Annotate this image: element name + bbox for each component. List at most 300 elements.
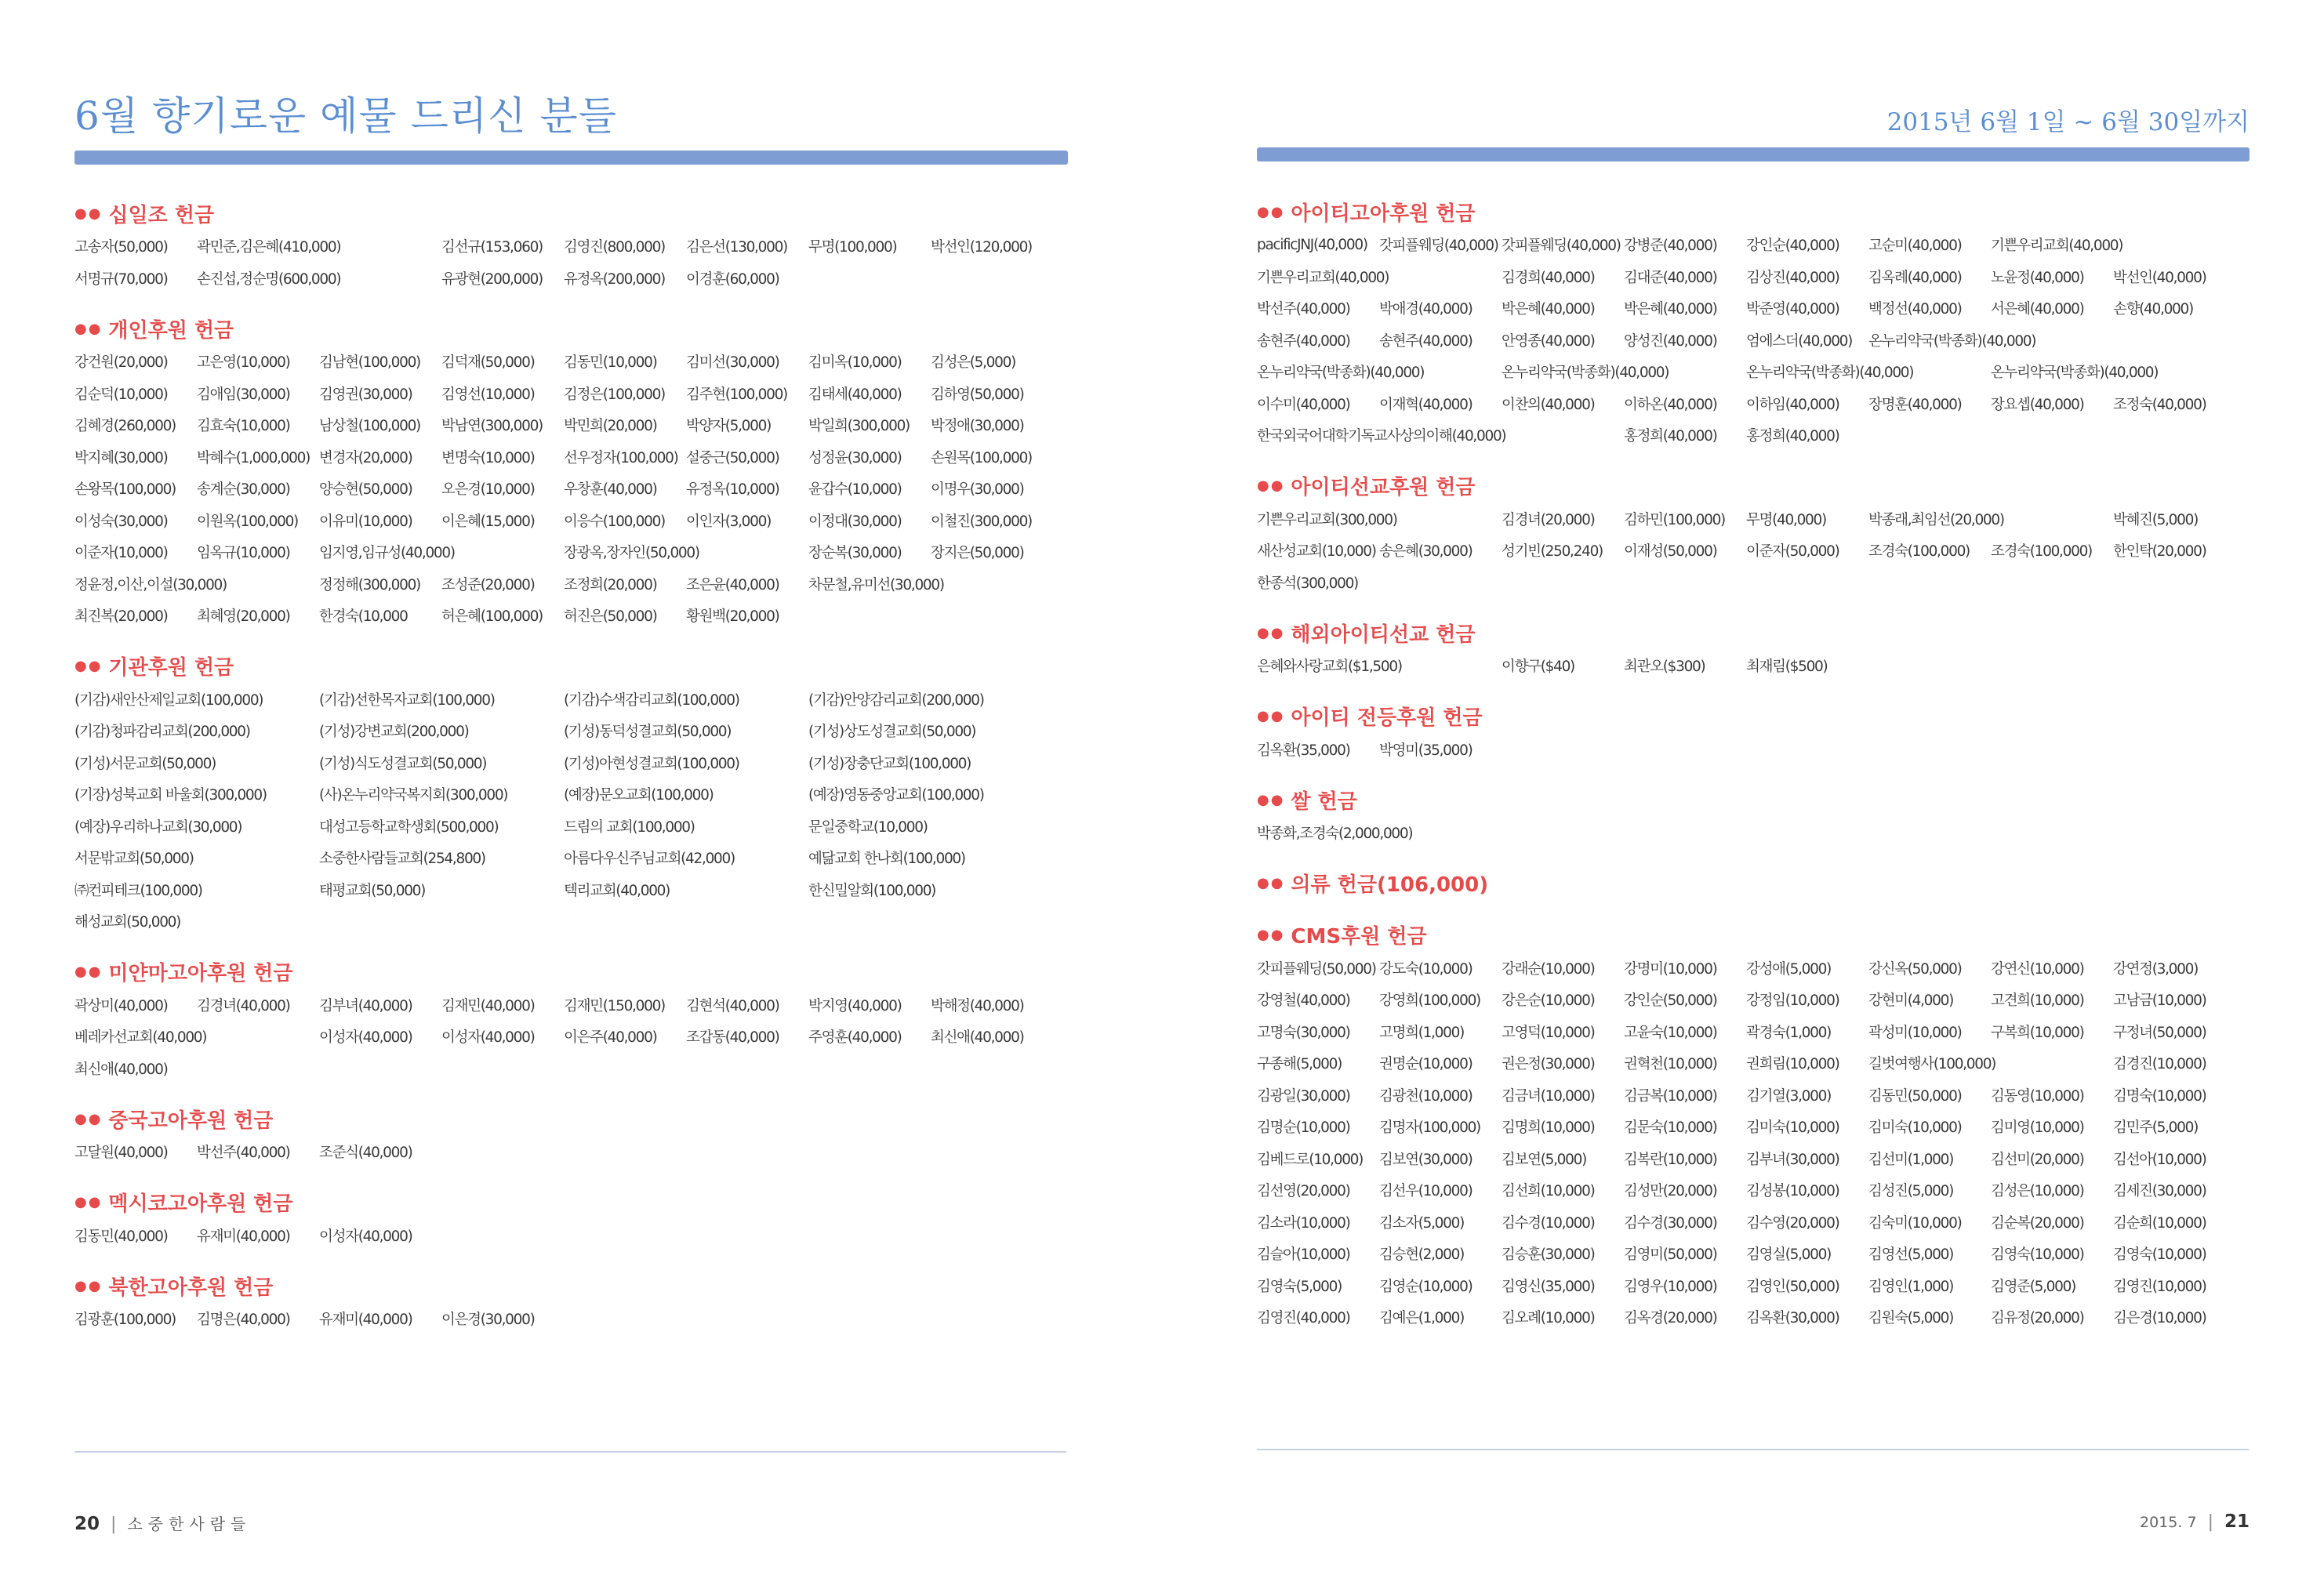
donor-entry: 소중한사람들교회(254,800) xyxy=(319,851,485,868)
donor-entry: 김영진(800,000) xyxy=(564,239,665,256)
donor-entry: 아름다우신주님교회(42,000) xyxy=(564,851,735,868)
donor-section xyxy=(1257,918,2253,1334)
donor-entry: 고은영(10,000) xyxy=(197,354,290,372)
donor-entry: (기성)강변교회(200,000) xyxy=(319,724,469,741)
donor-entry: 김옥환(30,000) xyxy=(1746,1310,1839,1327)
donor-row xyxy=(74,409,1070,441)
donor-entry: (기감)청파감리교회(200,000) xyxy=(74,724,250,741)
donor-row xyxy=(1257,325,2253,357)
section-title-label: 중국고아후원 헌금 xyxy=(108,1109,274,1133)
donor-entry: 권명순(10,000) xyxy=(1379,1056,1472,1073)
donor-entry: 김영숙(10,000) xyxy=(2113,1246,2206,1264)
donor-entry: 기쁜우리교회(40,000) xyxy=(1257,269,1389,286)
donor-entry: 고남금(10,000) xyxy=(2113,992,2206,1010)
donor-entry: 조성준(20,000) xyxy=(441,576,535,593)
donor-entry: 김태세(40,000) xyxy=(808,386,902,403)
donor-entry: 이은경(30,000) xyxy=(441,1312,535,1329)
donor-entry: 이준자(10,000) xyxy=(74,545,168,562)
donor-entry: 드림의 교회(100,000) xyxy=(564,818,695,836)
donor-rows xyxy=(1257,953,2253,1334)
donor-entry: 고윤숙(10,000) xyxy=(1624,1024,1717,1041)
section-title xyxy=(74,1185,1070,1220)
donor-entry: 이응수(100,000) xyxy=(564,513,665,530)
donor-entry: 장광옥,장자인(50,000) xyxy=(564,545,699,562)
bullet-dots-icon: ●● xyxy=(1257,477,1285,494)
donor-entry: 김유정(20,000) xyxy=(1991,1310,2084,1327)
donor-entry: 김주현(100,000) xyxy=(686,386,787,403)
right-page xyxy=(1162,0,2324,1593)
donor-section xyxy=(1257,469,2253,599)
donor-entry: 최혜영(20,000) xyxy=(197,608,290,626)
donor-entry: 김선미(1,000) xyxy=(1868,1151,1954,1168)
donor-entry: 곽성미(10,000) xyxy=(1868,1024,1962,1041)
donor-entry: 김민주(5,000) xyxy=(2113,1119,2199,1137)
donor-entry: 박애경(40,000) xyxy=(1379,301,1472,318)
donor-entry: 임옥규(10,000) xyxy=(197,545,290,562)
donor-entry: 문일중학교(10,000) xyxy=(808,818,928,836)
section-title xyxy=(74,1101,1070,1136)
donor-rows xyxy=(1257,817,2253,849)
donor-entry: 주영훈(40,000) xyxy=(808,1029,902,1047)
donor-entry: 김남현(100,000) xyxy=(319,354,420,372)
donor-entry: 최진복(20,000) xyxy=(74,608,168,626)
donor-row xyxy=(1257,1016,2253,1048)
donor-entry: 김성은(10,000) xyxy=(1991,1183,2084,1200)
donor-entry: 김옥경(20,000) xyxy=(1624,1310,1717,1327)
donor-rows xyxy=(1257,734,2253,766)
donor-entry: 변경자(20,000) xyxy=(319,449,412,466)
donor-entry: 은혜와사랑교회($1,500) xyxy=(1257,659,1402,676)
donor-entry: 김영선(10,000) xyxy=(441,386,535,403)
donor-entry: 김오례(10,000) xyxy=(1502,1310,1595,1327)
donor-entry: pacificJNJ(40,000) xyxy=(1257,236,1367,253)
donor-entry: 김보연(30,000) xyxy=(1379,1151,1472,1168)
donor-row xyxy=(74,378,1070,410)
donor-entry: 박선인(120,000) xyxy=(931,239,1032,256)
donor-entry: 윤갑수(10,000) xyxy=(808,481,902,499)
publication-name: 소중한사람들 xyxy=(127,1515,252,1533)
donor-entry: 김하영(50,000) xyxy=(931,386,1024,403)
donor-entry: 설중근(50,000) xyxy=(686,449,779,466)
page-number: 20 xyxy=(74,1514,100,1534)
donor-entry: 서명규(70,000) xyxy=(74,270,168,288)
donor-entry: 고영덕(10,000) xyxy=(1502,1024,1595,1041)
donor-entry: 박민희(20,000) xyxy=(564,418,657,435)
donor-entry: 김영숙(5,000) xyxy=(1257,1278,1342,1295)
page-number: 21 xyxy=(2224,1511,2250,1532)
donor-row xyxy=(1257,1207,2253,1239)
donor-entry: 김선아(10,000) xyxy=(2113,1151,2206,1168)
donor-entry: 고송자(50,000) xyxy=(74,239,168,256)
donor-entry: 이유미(10,000) xyxy=(319,513,412,530)
donor-entry: 강연정(3,000) xyxy=(2113,960,2199,978)
section-title xyxy=(1257,918,2253,953)
donor-entry: (예장)영동중앙교회(100,000) xyxy=(808,787,984,804)
donor-entry: 허은혜(100,000) xyxy=(441,608,543,626)
donor-entry: 김성봉(10,000) xyxy=(1746,1183,1839,1200)
donor-entry: 양승현(50,000) xyxy=(319,481,412,499)
donor-entry: 강인순(40,000) xyxy=(1746,238,1839,255)
bullet-dots-icon: ●● xyxy=(74,963,103,980)
donor-row xyxy=(74,842,1070,874)
donor-entry: 이인자(3,000) xyxy=(686,513,772,530)
donor-entry: 구종해(5,000) xyxy=(1257,1056,1342,1073)
donor-entry: 김혜경(260,000) xyxy=(74,418,176,435)
page-title: 6월 향기로운 예물 드리신 분들 xyxy=(74,93,617,139)
donor-entry: 김경녀(40,000) xyxy=(197,997,290,1014)
donor-entry: 구정녀(50,000) xyxy=(2113,1024,2206,1041)
donor-section xyxy=(1257,699,2253,766)
donor-entry: 길벗여행사(100,000) xyxy=(1868,1056,1996,1073)
donor-entry: 김광일(30,000) xyxy=(1257,1087,1350,1105)
right-folio xyxy=(2140,1511,2250,1532)
donor-row xyxy=(74,874,1070,906)
donor-entry: 김승현(2,000) xyxy=(1379,1246,1465,1264)
donor-section xyxy=(1257,866,2253,901)
donor-entry: (예장)우리하나교회(30,000) xyxy=(74,818,242,836)
donor-entry: 강현미(4,000) xyxy=(1868,992,1954,1010)
donor-entry: 유광현(200,000) xyxy=(441,270,543,288)
donor-entry: 김광천(10,000) xyxy=(1379,1087,1472,1105)
donor-entry: 김명숙(10,000) xyxy=(2113,1087,2206,1105)
donor-entry: 허진은(50,000) xyxy=(564,608,657,626)
donor-entry: 강건원(20,000) xyxy=(74,354,168,372)
donor-entry: 김미숙(10,000) xyxy=(1868,1119,1962,1137)
donor-row xyxy=(74,811,1070,843)
section-title xyxy=(1257,615,2253,650)
section-title xyxy=(1257,866,2253,901)
section-title xyxy=(1257,699,2253,734)
donor-entry: 남상철(100,000) xyxy=(319,418,420,435)
section-title xyxy=(74,955,1070,989)
section-title-label: 십일조 헌금 xyxy=(108,203,215,227)
donor-entry: 유재미(40,000) xyxy=(197,1228,290,1245)
donor-entry: 김부녀(30,000) xyxy=(1746,1151,1839,1168)
donor-row xyxy=(1257,1270,2253,1302)
section-title-label: 아이티선교후원 헌금 xyxy=(1291,476,1476,499)
bullet-dots-icon: ●● xyxy=(74,1194,103,1210)
donor-entry: 김수경(30,000) xyxy=(1624,1214,1717,1232)
donor-entry: 이원옥(100,000) xyxy=(197,513,298,530)
donor-entry: 김선규(153,060) xyxy=(441,239,543,256)
section-title-label: CMS후원 헌금 xyxy=(1291,925,1427,949)
donor-row xyxy=(74,1136,1070,1168)
bullet-dots-icon: ●● xyxy=(74,658,103,674)
donor-entry: 김수영(20,000) xyxy=(1746,1214,1839,1232)
donor-entry: 장요셉(40,000) xyxy=(1991,396,2084,413)
donor-row xyxy=(74,1220,1070,1252)
donor-rows xyxy=(74,1136,1070,1168)
donor-entry: 김부녀(40,000) xyxy=(319,997,412,1014)
donor-entry: 김원숙(5,000) xyxy=(1868,1310,1954,1327)
donor-entry: 박종래,최임선(20,000) xyxy=(1868,511,2004,528)
donor-entry: 장명훈(40,000) xyxy=(1868,396,1962,413)
donor-rows xyxy=(74,989,1070,1085)
donor-row xyxy=(74,568,1070,601)
donor-entry: 김영진(10,000) xyxy=(2113,1278,2206,1295)
donor-entry: 김영우(10,000) xyxy=(1624,1278,1717,1295)
donor-entry: 온누리약국(박종화)(40,000) xyxy=(1746,365,1914,382)
donor-entry: 장지은(50,000) xyxy=(931,545,1024,562)
title-bar xyxy=(74,151,1068,165)
donor-entry: 김소라(10,000) xyxy=(1257,1214,1350,1232)
donor-entry: (기성)장충단교회(100,000) xyxy=(808,755,971,772)
donor-entry: 김동영(10,000) xyxy=(1991,1087,2084,1105)
donor-entry: 손진섭,정순명(600,000) xyxy=(197,270,341,288)
donor-entry: 고견희(10,000) xyxy=(1991,992,2084,1010)
issue-date: 2015. 7 xyxy=(2140,1514,2197,1531)
donor-entry: 서문밖교회(50,000) xyxy=(74,851,194,868)
donor-entry: 강정임(10,000) xyxy=(1746,992,1839,1010)
bullet-dots-icon: ●● xyxy=(1257,927,1285,943)
donor-entry: 한신밀알회(100,000) xyxy=(808,882,936,899)
donor-entry: 김동민(50,000) xyxy=(1868,1087,1962,1105)
donor-row xyxy=(1257,953,2253,985)
donor-entry: 강인순(50,000) xyxy=(1624,992,1717,1010)
donor-rows xyxy=(74,1303,1070,1335)
donor-row xyxy=(1257,1238,2253,1270)
donor-entry: 김정은(100,000) xyxy=(564,386,665,403)
donor-entry: 박양자(5,000) xyxy=(686,418,772,435)
donor-entry: 한경숙(10,000 xyxy=(319,608,408,626)
title-bar xyxy=(1257,147,2250,161)
donor-entry: 이명우(30,000) xyxy=(931,481,1024,499)
donor-row xyxy=(1257,567,2253,599)
donor-entry: 최재림($500) xyxy=(1746,659,1828,676)
donor-entry: ㈜컨피테크(100,000) xyxy=(74,882,202,899)
donor-entry: 송은혜(30,000) xyxy=(1379,543,1472,561)
donor-entry: 정윤정,이산,이설(30,000) xyxy=(74,576,227,593)
donor-entry: 박준영(40,000) xyxy=(1746,301,1839,318)
donor-row xyxy=(74,536,1070,568)
donor-entry: 김현석(40,000) xyxy=(686,997,779,1014)
bullet-dots-icon: ●● xyxy=(74,320,103,337)
donor-entry: 홍정희(40,000) xyxy=(1624,428,1717,445)
donor-entry: 김숙미(10,000) xyxy=(1868,1214,1962,1232)
donor-entry: 김경희(40,000) xyxy=(1502,269,1595,286)
donor-entry: 송계순(30,000) xyxy=(197,481,290,499)
donor-row xyxy=(1257,261,2253,293)
donor-entry: 이철진(300,000) xyxy=(931,513,1032,530)
donor-entry: 김수경(10,000) xyxy=(1502,1214,1595,1232)
donor-entry: 김은경(10,000) xyxy=(2113,1310,2206,1327)
donor-entry: 갓피플웨딩(40,000) xyxy=(1379,238,1498,255)
donor-entry: 김베드로(10,000) xyxy=(1257,1151,1364,1168)
donor-row xyxy=(74,263,1070,295)
donor-entry: 이은혜(15,000) xyxy=(441,513,535,530)
donor-rows xyxy=(74,346,1070,632)
section-title-label: 멕시코고아후원 헌금 xyxy=(108,1192,293,1216)
section-title-label: 아이티 전등후원 헌금 xyxy=(1291,706,1483,730)
donor-entry: 최관오($300) xyxy=(1624,659,1705,676)
section-title xyxy=(1257,469,2253,503)
donor-entry: 구복희(10,000) xyxy=(1991,1024,2084,1041)
donor-entry: 이성자(40,000) xyxy=(441,1029,535,1047)
bullet-dots-icon: ●● xyxy=(74,1110,103,1127)
donor-entry: 강영철(40,000) xyxy=(1257,992,1350,1010)
donor-entry: 김영실(5,000) xyxy=(1746,1246,1832,1264)
donor-entry: 김기열(3,000) xyxy=(1746,1087,1832,1105)
donor-entry: 박일희(300,000) xyxy=(808,418,910,435)
bottom-rule xyxy=(1257,1449,2249,1450)
donor-entry: 성정윤(30,000) xyxy=(808,449,902,466)
donor-section xyxy=(74,1101,1070,1168)
donor-entry: 김성진(5,000) xyxy=(1868,1183,1954,1200)
donor-row xyxy=(1257,419,2253,452)
section-title-label: 아이티고아후원 헌금 xyxy=(1291,201,1476,226)
donor-row xyxy=(1257,388,2253,420)
donor-row xyxy=(74,473,1070,505)
section-title-label: 해외아이티선교 헌금 xyxy=(1291,622,1476,647)
donor-entry: 조경숙(100,000) xyxy=(1991,543,2092,561)
donor-entry: 온누리약국(박종화)(40,000) xyxy=(1502,365,1669,382)
donor-entry: 이재혁(40,000) xyxy=(1379,396,1472,413)
donor-entry: 베레카선교회(40,000) xyxy=(74,1029,207,1047)
donor-row xyxy=(74,600,1070,632)
donor-row xyxy=(74,230,1070,263)
donor-entry: 김동민(10,000) xyxy=(564,354,657,372)
donor-entry: 강병준(40,000) xyxy=(1624,238,1717,255)
donor-entry: 이성숙(30,000) xyxy=(74,513,168,530)
donor-entry: 김옥례(40,000) xyxy=(1868,269,1962,286)
section-title-label: 북한고아후원 헌금 xyxy=(108,1275,274,1300)
donor-entry: 곽경숙(1,000) xyxy=(1746,1024,1832,1041)
donor-entry: 강연신(10,000) xyxy=(1991,960,2084,978)
donor-entry: 박선주(40,000) xyxy=(197,1145,290,1162)
donor-section xyxy=(74,1185,1070,1252)
donor-section xyxy=(1257,615,2253,682)
donor-entry: 김문숙(10,000) xyxy=(1624,1119,1717,1137)
donor-entry: 고순미(40,000) xyxy=(1868,238,1962,255)
section-title xyxy=(1257,194,2253,229)
donor-row xyxy=(1257,1047,2253,1080)
donor-entry: 김대준(40,000) xyxy=(1624,269,1717,286)
bullet-dots-icon: ●● xyxy=(74,1277,103,1294)
donor-entry: 차문철,유미선(30,000) xyxy=(808,576,944,593)
donor-entry: 조경숙(100,000) xyxy=(1868,543,1970,561)
donor-rows xyxy=(1257,229,2253,452)
donor-entry: 장순복(30,000) xyxy=(808,545,902,562)
donor-row xyxy=(1257,292,2253,325)
donor-entry: 김승훈(30,000) xyxy=(1502,1246,1595,1264)
donor-row xyxy=(74,989,1070,1021)
donor-entry: 김명자(100,000) xyxy=(1379,1119,1480,1137)
donor-entry: 김미숙(10,000) xyxy=(1746,1119,1839,1137)
donor-entry: 박혜진(5,000) xyxy=(2113,511,2199,528)
donor-section xyxy=(74,311,1070,632)
donor-entry: 김광훈(100,000) xyxy=(74,1312,176,1329)
donor-entry: 최신애(40,000) xyxy=(74,1061,168,1078)
donor-entry: 김재민(40,000) xyxy=(441,997,535,1014)
donor-entry: 박선주(40,000) xyxy=(1257,301,1350,318)
donor-entry: 김영신(35,000) xyxy=(1502,1278,1595,1295)
left-content xyxy=(74,196,1070,1352)
donor-entry: 엄에스더(40,000) xyxy=(1746,332,1853,350)
donor-entry: 갓피플웨딩(40,000) xyxy=(1502,238,1621,255)
donor-entry: 박종화,조경숙(2,000,000) xyxy=(1257,826,1413,843)
donor-entry: 이수미(40,000) xyxy=(1257,396,1350,413)
donor-entry: 박남연(300,000) xyxy=(441,418,543,435)
donor-entry: (기감)새안산제일교회(100,000) xyxy=(74,691,263,709)
donor-entry: 김선미(20,000) xyxy=(1991,1151,2084,1168)
donor-entry: 무명(40,000) xyxy=(1746,511,1826,528)
section-title-label: 개인후원 헌금 xyxy=(108,318,234,343)
donor-entry: 박혜수(1,000,000) xyxy=(197,449,310,466)
donor-entry: 선우정자(100,000) xyxy=(564,449,678,466)
donor-entry: 임지영,임규성(40,000) xyxy=(319,545,455,562)
donor-entry: 김경녀(20,000) xyxy=(1502,511,1595,528)
donor-entry: 김미선(30,000) xyxy=(686,354,779,372)
donor-entry: 김순복(20,000) xyxy=(1991,1214,2084,1232)
donor-entry: 김세진(30,000) xyxy=(2113,1183,2206,1200)
donor-entry: 김보연(5,000) xyxy=(1502,1151,1587,1168)
donor-row xyxy=(1257,984,2253,1016)
donor-rows xyxy=(1257,503,2253,599)
donor-entry: 손원목(100,000) xyxy=(931,449,1032,466)
donor-entry: 노윤정(40,000) xyxy=(1991,269,2084,286)
donor-section xyxy=(74,955,1070,1085)
donor-entry: 손향(40,000) xyxy=(2113,301,2193,318)
section-title xyxy=(74,311,1070,346)
donor-entry: 김선영(20,000) xyxy=(1257,1183,1350,1200)
bullet-dots-icon: ●● xyxy=(1257,624,1285,641)
donor-entry: 강신옥(50,000) xyxy=(1868,960,1962,978)
donor-entry: 김미영(10,000) xyxy=(1991,1119,2084,1137)
donor-entry: 강성애(5,000) xyxy=(1746,960,1832,978)
donor-entry: 권희림(10,000) xyxy=(1746,1056,1839,1073)
donor-entry: 손왕목(100,000) xyxy=(74,481,176,499)
donor-entry: 안영종(40,000) xyxy=(1502,332,1595,350)
donor-entry: 김복란(10,000) xyxy=(1624,1151,1717,1168)
donor-entry: 변명숙(10,000) xyxy=(441,449,535,466)
donor-entry: 김영순(10,000) xyxy=(1379,1278,1472,1295)
donor-rows xyxy=(74,230,1070,294)
donor-entry: 한국외국어대학기독교사상의이해(40,000) xyxy=(1257,428,1506,445)
donor-entry: 이준자(50,000) xyxy=(1746,543,1839,561)
donor-row xyxy=(1257,229,2253,261)
donor-entry: 김선희(10,000) xyxy=(1502,1183,1595,1200)
donor-entry: 김상진(40,000) xyxy=(1746,269,1839,286)
donor-entry: 새산성교회(10,000) xyxy=(1257,543,1376,561)
donor-entry: 온누리약국(박종화)(40,000) xyxy=(1991,365,2159,382)
donor-entry: 김슬아(10,000) xyxy=(1257,1246,1350,1264)
donor-entry: 서은혜(40,000) xyxy=(1991,301,2084,318)
donor-entry: 무명(100,000) xyxy=(808,239,897,256)
donor-entry: 최신애(40,000) xyxy=(931,1029,1024,1047)
right-content xyxy=(1257,194,2253,1351)
donor-row xyxy=(74,684,1070,716)
donor-row xyxy=(1257,503,2253,535)
donor-entry: 송현주(40,000) xyxy=(1257,332,1350,350)
donor-entry: 김경진(10,000) xyxy=(2113,1056,2206,1073)
donor-entry: 김동민(40,000) xyxy=(74,1228,168,1245)
donor-entry: 김영미(50,000) xyxy=(1624,1246,1717,1264)
donor-entry: 강래순(10,000) xyxy=(1502,960,1595,978)
donor-entry: 온누리약국(박종화)(40,000) xyxy=(1868,332,2036,350)
donor-row xyxy=(74,747,1070,779)
donor-entry: 김순희(10,000) xyxy=(2113,1214,2206,1232)
donor-row xyxy=(74,1303,1070,1335)
donor-row xyxy=(74,778,1070,811)
donor-entry: 김명순(10,000) xyxy=(1257,1119,1350,1137)
donor-entry: 김하민(100,000) xyxy=(1624,511,1725,528)
donor-entry: 유재미(40,000) xyxy=(319,1312,412,1329)
donor-entry: 권혁천(10,000) xyxy=(1624,1056,1717,1073)
bottom-rule xyxy=(74,1451,1066,1453)
section-title xyxy=(1257,782,2253,817)
donor-entry: 이정대(30,000) xyxy=(808,513,902,530)
donor-entry: 백정선(40,000) xyxy=(1868,301,1962,318)
